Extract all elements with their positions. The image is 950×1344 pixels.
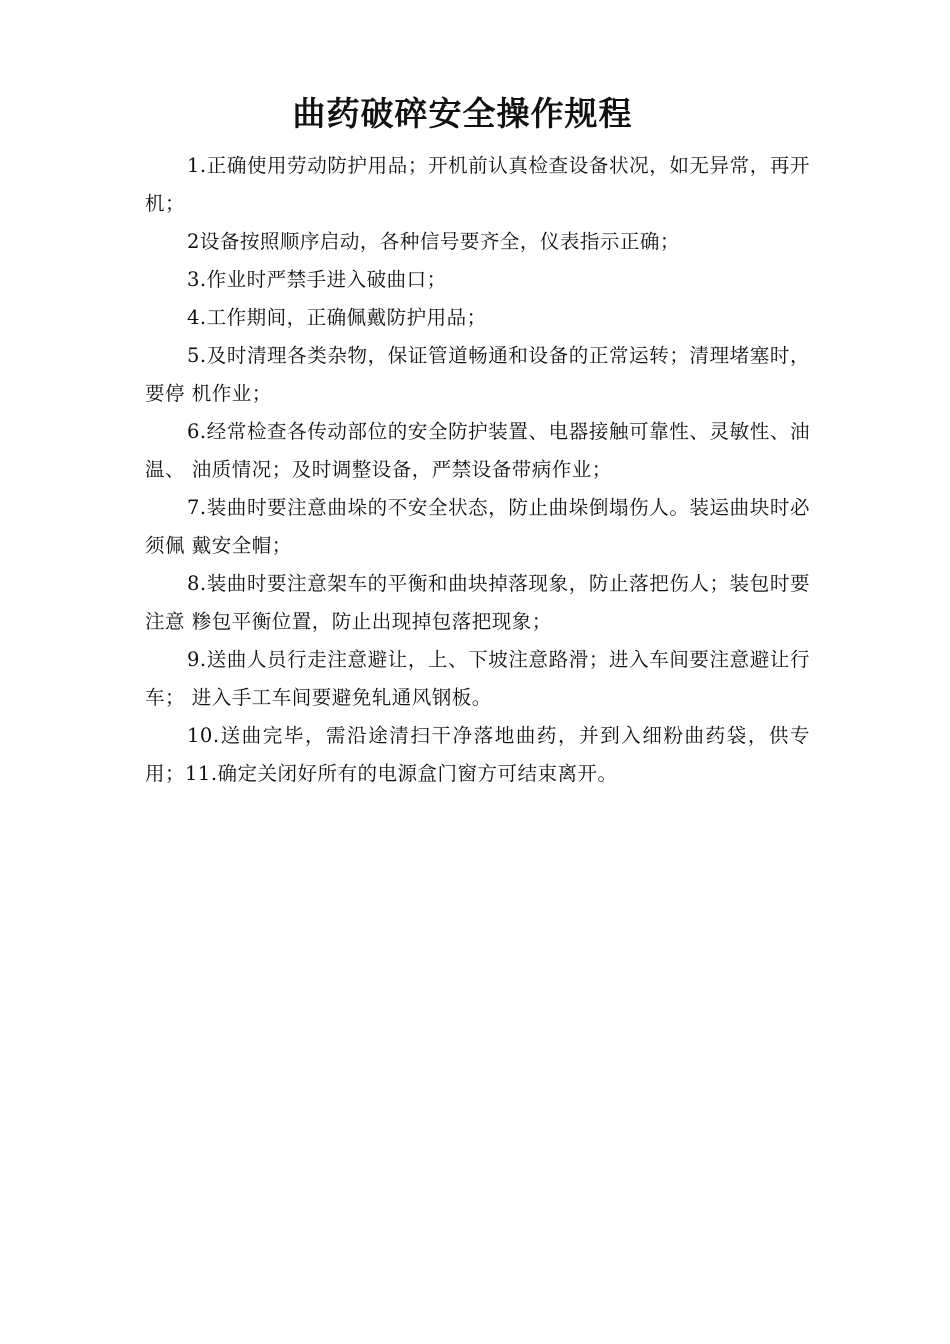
rule-7: 7.装曲时要注意曲垛的不安全状态，防止曲垛倒塌伤人。装运曲块时必须佩 戴安全帽； bbox=[145, 496, 810, 557]
rule-3: 3.作业时严禁手进入破曲口； bbox=[187, 268, 447, 291]
rule-2: 2设备按照顺序启动，各种信号要齐全，仪表指示正确； bbox=[187, 230, 680, 253]
rule-6: 6.经常检查各传动部位的安全防护装置、电器接触可靠性、灵敏性、油温、 油质情况；及时调整设备，严禁设备带病作业； bbox=[145, 420, 810, 481]
rule-4: 4.工作期间，正确佩戴防护用品； bbox=[187, 306, 487, 329]
rule-1: 1.正确使用劳动防护用品；开机前认真检查设备状况，如无异常，再开机； bbox=[145, 154, 810, 215]
rule-10: 10.送曲完毕，需沿途清扫干净落地曲药，并到入细粉曲药袋，供专用；11.确定关闭好所有的电源盒门窗方可结束离开。 bbox=[145, 724, 810, 785]
rule-8: 8.装曲时要注意架车的平衡和曲块掉落现象，防止落把伤人；装包时要注意 糁包平衡位置，防止出现掉包落把现象； bbox=[145, 572, 810, 633]
document-title: 曲药破碎安全操作规程 bbox=[292, 94, 633, 133]
document-body bbox=[145, 147, 810, 793]
rule-9: 9.送曲人员行走注意避让，上、下坡注意路滑；进入车间要注意避让行车； 进入手工车间要避免轧通风钢板。 bbox=[145, 648, 810, 709]
rule-5: 5.及时清理各类杂物，保证管道畅通和设备的正常运转；清理堵塞时，要停 机作业； bbox=[145, 344, 810, 405]
